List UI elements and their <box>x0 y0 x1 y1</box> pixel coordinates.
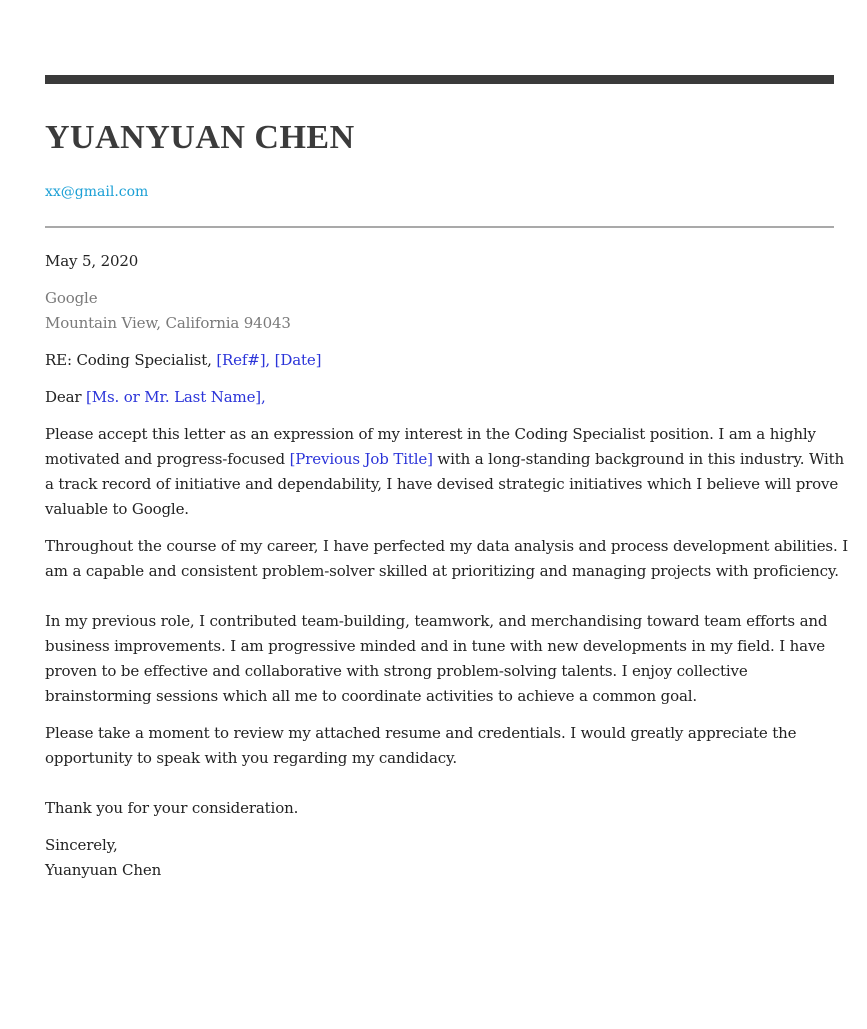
paragraph-review <box>45 721 835 771</box>
applicant-email[interactable]: xx@gmail.com <box>45 184 149 200</box>
paragraph-line: Please take a moment to review my attached resume and credentials. I would greatly appreciate the <box>45 724 797 742</box>
paragraph-career <box>45 534 848 584</box>
header-top-rule <box>45 75 834 84</box>
paragraph-line: Please accept this letter as an expression of my interest in the Coding Specialist position. I am a highly <box>45 425 816 443</box>
subject-line <box>45 348 835 373</box>
paragraph-line: opportunity to speak with you regarding my candidacy. <box>45 749 457 767</box>
previous-job-title-placeholder: [Previous Job Title] <box>289 450 433 468</box>
paragraph-line: business improvements. I am progressive minded and in tune with new developments in my field. I have <box>45 637 826 655</box>
salutation-prefix: Dear <box>45 388 87 406</box>
paragraph-line: proven to be effective and collaborative with strong problem-solving talents. I enjoy collective <box>45 662 748 680</box>
paragraph-text: with a long-standing background in this industry. With <box>432 450 845 468</box>
letter-date: May 5, 2020 <box>45 252 139 270</box>
date-placeholder: [Date] <box>274 351 322 369</box>
paragraph-interest <box>45 422 845 522</box>
signature: Yuanyuan Chen <box>45 861 162 879</box>
salutation-name-placeholder: [Ms. or Mr. Last Name], <box>86 388 266 406</box>
paragraph-line: Throughout the course of my career, I have perfected my data analysis and process development abilities. I <box>45 537 848 555</box>
applicant-name: YUANYUAN CHEN <box>45 119 355 156</box>
paragraph-line: brainstorming sessions which all me to coordinate activities to achieve a common goal. <box>45 687 698 705</box>
ref-placeholder: [Ref#] <box>216 351 266 369</box>
recipient-block <box>45 286 835 336</box>
paragraph-line: am a capable and consistent problem-solver skilled at prioritizing and managing projects with proficiency. <box>45 562 839 580</box>
closing-block <box>45 833 835 883</box>
closing: Sincerely, <box>45 836 118 854</box>
paragraph-line: valuable to Google. <box>45 500 189 518</box>
subject-separator: , <box>265 351 275 369</box>
paragraph-line <box>45 447 845 472</box>
recipient-location: Mountain View, California 94043 <box>45 314 291 332</box>
paragraph-previous-role <box>45 609 835 709</box>
subject-prefix: RE: Coding Specialist, <box>45 351 217 369</box>
recipient-company: Google <box>45 289 98 307</box>
paragraph-text: motivated and progress-focused <box>45 450 290 468</box>
paragraph-line: a track record of initiative and dependability, I have devised strategic initiatives which I believe will prove <box>45 475 839 493</box>
paragraph-line: In my previous role, I contributed team-building, teamwork, and merchandising toward team efforts and <box>45 612 828 630</box>
salutation <box>45 385 835 410</box>
thanks-line: Thank you for your consideration. <box>45 799 299 817</box>
header-divider <box>45 226 834 228</box>
